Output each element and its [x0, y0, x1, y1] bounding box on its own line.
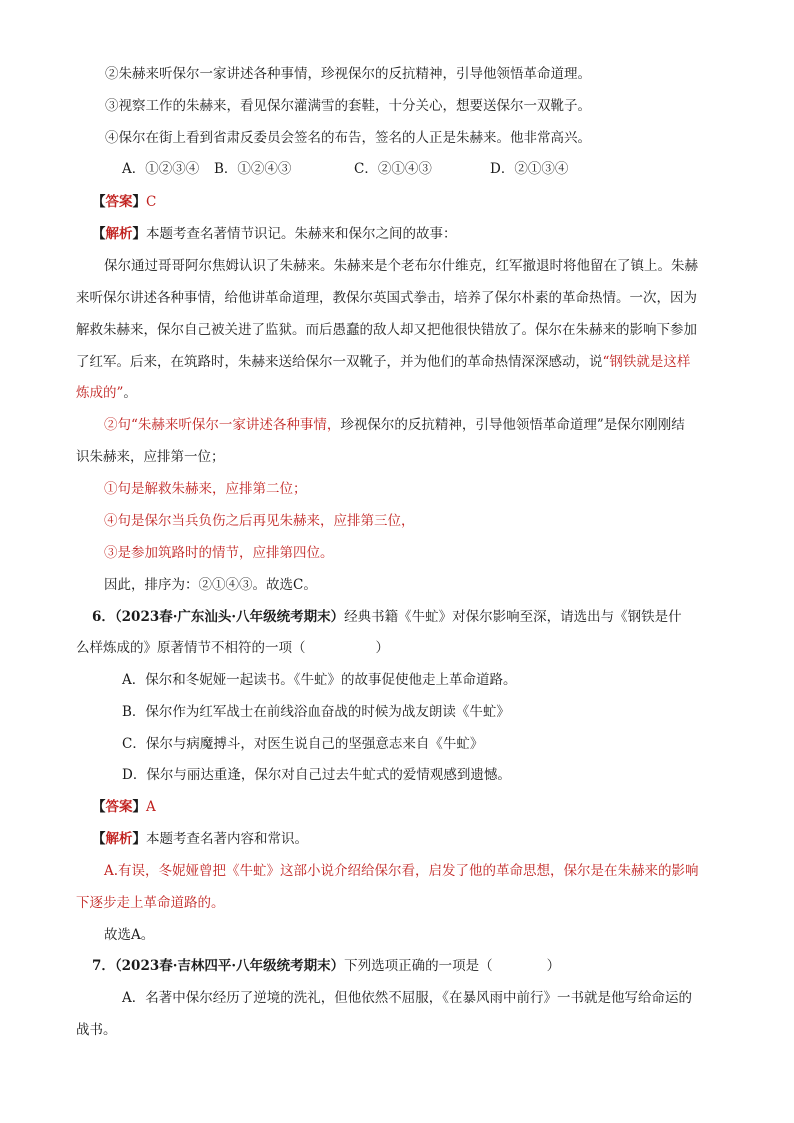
q5-analysis-label: 解析: [105, 226, 133, 242]
q6-option-b: B．保尔作为红军战士在前线浴血奋战的时候为战友朗读《牛虻》: [122, 704, 510, 720]
q5-conclusion: 因此，排序为：②①④③。故选C。: [104, 577, 317, 593]
q7-stem-close: ）: [546, 958, 561, 974]
q7-stem-text: 下列选项正确的一项是（: [344, 958, 493, 974]
q6-option-d: D．保尔与丽达重逢，保尔对自己过去牛虻式的爱情观感到遗憾。: [122, 767, 511, 783]
q5-option-a: A．①②③④: [122, 161, 200, 177]
q5-para1-line2: 来听保尔讲述各种事情，给他讲革命道理，教保尔英国式拳击，培养了保尔朴素的革命热情。一次，因为: [76, 290, 697, 306]
q5-para2-black: 珍视保尔的反抗精神，引导他领悟革命道理”是保尔刚刚结: [340, 417, 685, 433]
q5-option-d: D．②①③④: [490, 161, 569, 177]
q5-para1-line4: [76, 352, 690, 372]
q5-item-2: ②朱赫来听保尔一家讲述各种事情，珍视保尔的反抗精神，引导他领悟革命道理。: [105, 66, 591, 82]
q5-answer: 【答案】C: [92, 194, 157, 210]
q5-answer-label: 答案: [105, 194, 133, 210]
q5-option-c: C．②①④③: [354, 161, 432, 177]
q6-answer: 【答案】A: [92, 799, 156, 815]
q6-red-line-1: A.有误，冬妮娅曾把《牛虻》这部小说介绍给保尔看，启发了他的革命思想，保尔是在朱赫来的影响: [104, 863, 699, 879]
q5-para1-line4-text: 了红军。后来，在筑路时，朱赫来送给保尔一双靴子，并为他们的革命热情深深感动，说: [76, 354, 603, 370]
q5-item-3: ③视察工作的朱赫来，看见保尔灌满雪的套鞋，十分关心，想要送保尔一双靴子。: [105, 98, 591, 114]
q5-red-line-2: ④句是保尔当兵负伤之后再见朱赫来，应排第三位，: [104, 513, 415, 529]
q6-analysis-intro: 本题考查名著内容和常识。: [146, 831, 308, 847]
q6-stem-line2: [76, 638, 389, 658]
q5-para1-line5: [76, 383, 137, 403]
q5-para1-quote-b: 炼成的”: [76, 385, 124, 401]
q6-stem-text2: 么样炼成的》原著情节不相符的一项（: [76, 640, 306, 656]
q5-para2-line1: [104, 415, 685, 435]
q7-option-a-line2: 战书。: [76, 1022, 117, 1038]
q5-red-line-3: ③是参加筑路时的情节，应排第四位。: [104, 545, 334, 561]
q5-red-line-1: ①句是解救朱赫来，应排第二位；: [104, 481, 307, 497]
q6-answer-label: 答案: [105, 799, 133, 815]
q6-conclusion: 故选A。: [104, 927, 155, 943]
q6-number: 6．: [92, 609, 115, 625]
q5-option-b: B．①②④③: [214, 161, 292, 177]
q5-para1-quote-a: “钢铁就是这样: [602, 354, 691, 370]
q6-red-line-2: 下逐步走上革命道路的。: [76, 895, 225, 911]
q6-source: （2023春·广东汕头·八年级统考期末）: [114, 609, 345, 625]
q7-option-a-line1: A．名著中保尔经历了逆境的洗礼，但他依然不屈服，《在暴风雨中前行》一书就是他写给命运的: [122, 990, 692, 1006]
q5-para2-line2: 识朱赫来，应排第一位；: [76, 449, 225, 465]
q6-stem-close: ）: [375, 640, 389, 656]
q7-number: 7．: [92, 958, 115, 974]
q5-options: [122, 159, 568, 179]
q6-option-a: A．保尔和冬妮娅一起读书。《牛虻》的故事促使他走上革命道路。: [122, 672, 517, 688]
q6-analysis: 【解析】本题考查名著内容和常识。: [92, 831, 308, 847]
q5-para1-line3: 解救朱赫来，保尔自己被关进了监狱。而后愚蠢的敌人却又把他很快错放了。保尔在朱赫来的影响下参加: [76, 322, 697, 338]
q5-item-4: ④保尔在街上看到省肃反委员会签名的布告，签名的人正是朱赫来。他非常高兴。: [105, 130, 591, 146]
q6-answer-value: A: [146, 799, 156, 815]
q5-analysis: 【解析】本题考查名著情节识记。朱赫来和保尔之间的故事：: [92, 226, 457, 242]
q7-stem: [92, 956, 560, 976]
q5-para2-red: ②句“朱赫来听保尔一家讲述各种事情，: [104, 417, 341, 433]
q5-para1-line1: 保尔通过哥哥阿尔焦姆认识了朱赫来。朱赫来是个老布尔什维克，红军撤退时将他留在了镇上。朱赫: [104, 258, 698, 274]
q6-option-c: C．保尔与病魔搏斗，对医生说自己的坚强意志来自《牛虻》: [122, 736, 484, 752]
q5-analysis-intro: 本题考查名著情节识记。朱赫来和保尔之间的故事：: [146, 226, 457, 242]
q6-analysis-label: 解析: [105, 831, 133, 847]
q5-para1-end: 。: [123, 385, 137, 401]
q5-answer-value: C: [146, 194, 157, 210]
q6-stem-text1: 经典书籍《牛虻》对保尔影响至深，请选出与《钢铁是什: [344, 609, 682, 625]
q7-source: （2023春·吉林四平·八年级统考期末）: [114, 958, 345, 974]
q6-stem-line1: [92, 607, 682, 627]
